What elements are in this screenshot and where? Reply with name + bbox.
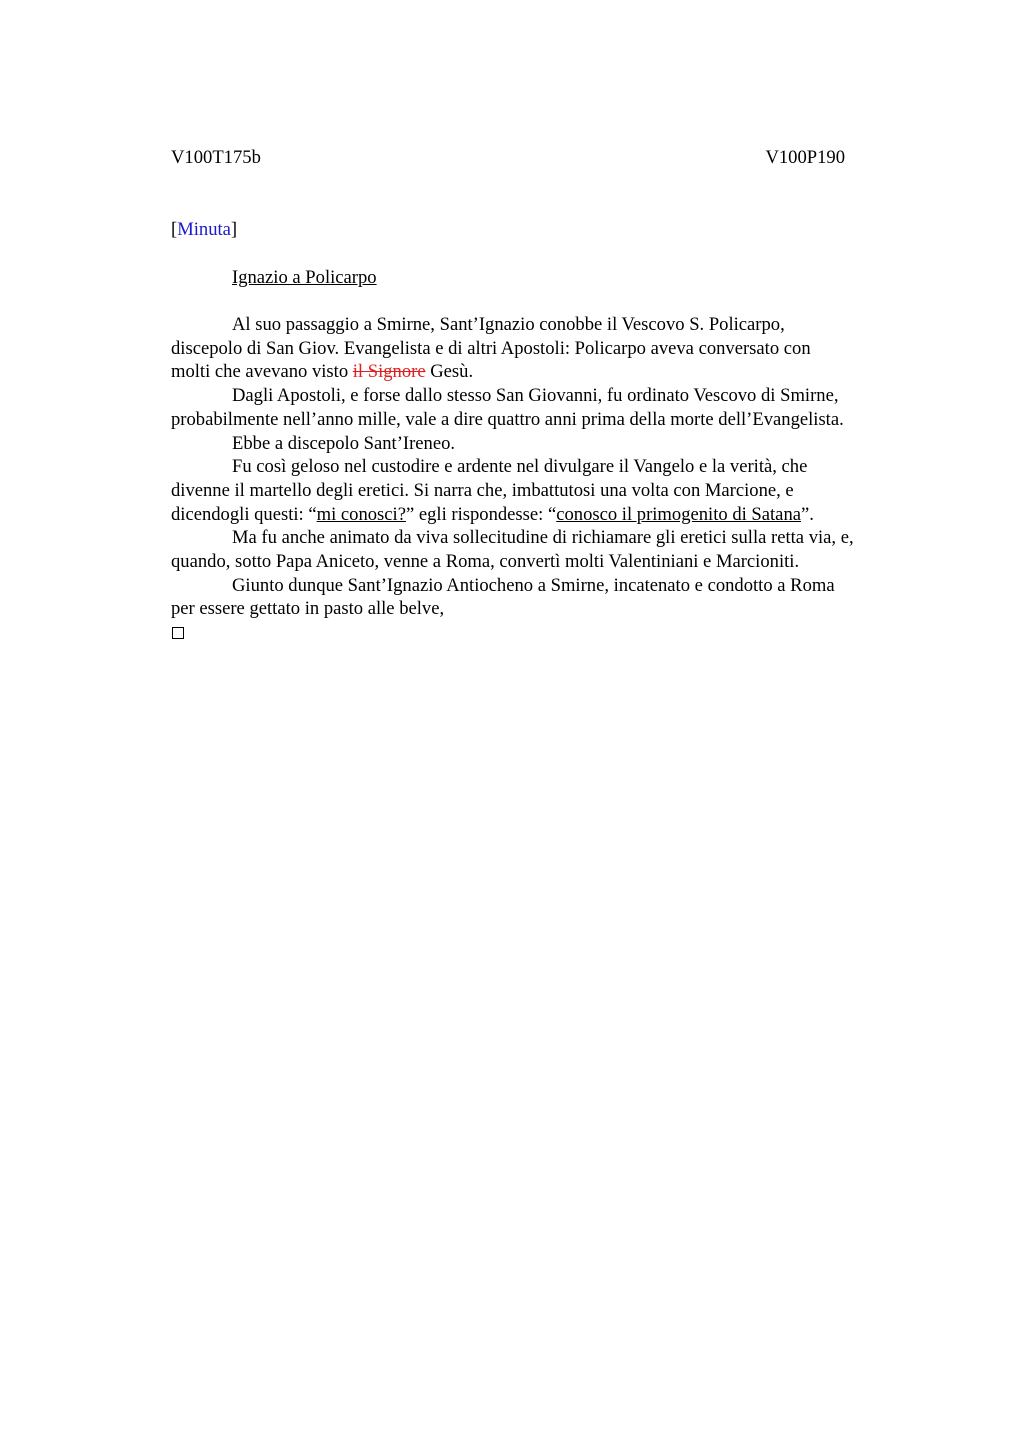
paragraph-line: Ebbe a discepolo Sant’Ireneo. (232, 432, 456, 454)
text-segment: ”. (801, 503, 814, 525)
document-header (171, 146, 845, 170)
document-code-right: V100P190 (765, 147, 845, 168)
text-segment: Gesù. (425, 361, 474, 383)
underlined-quote: mi conosci? (316, 503, 406, 525)
paragraph-line: Giunto dunque Sant’Ignazio Antiocheno a Smirne, incatenato e condotto a Roma (232, 574, 835, 596)
minuta-label (171, 218, 237, 242)
minuta-close-bracket: ] (230, 219, 238, 240)
minuta-open-bracket: [ (171, 219, 178, 240)
empty-square-icon (172, 627, 184, 639)
paragraph-line: Dagli Apostoli, e forse dallo stesso San Giovanni, fu ordinato Vescovo di Smirne, (232, 385, 839, 407)
underlined-quote: conosco il primogenito di Satana (556, 503, 801, 525)
paragraph-line (171, 503, 931, 527)
paragraph-line (171, 360, 931, 384)
paragraph-line: quando, sotto Papa Aniceto, venne a Roma, convertì molti Valentiniani e Marcioniti. (171, 551, 800, 573)
text-segment: molti che avevano visto (171, 361, 353, 383)
paragraph-4 (171, 455, 931, 526)
paragraph-2 (171, 384, 931, 431)
text-segment: dicendogli questi: “ (171, 503, 317, 525)
paragraph-line: divenne il martello degli eretici. Si narra che, imbattutosi una volta con Marcione, e (171, 479, 794, 501)
paragraph-line: Fu così geloso nel custodire e ardente nel divulgare il Vangelo e la verità, che (232, 456, 808, 478)
paragraph-3 (171, 432, 931, 456)
document-body (171, 313, 931, 621)
minuta-word: Minuta (177, 219, 231, 240)
document-code-left: V100T175b (171, 147, 261, 168)
text-segment: ” egli rispondesse: “ (405, 503, 557, 525)
deleted-text: il Signore (352, 361, 426, 383)
paragraph-5 (171, 526, 931, 573)
paragraph-line: per essere gettato in pasto alle belve, (171, 598, 445, 620)
paragraph-1 (171, 313, 931, 384)
paragraph-line: discepolo di San Giov. Evangelista e di altri Apostoli: Policarpo aveva conversato con (171, 337, 811, 359)
paragraph-line: probabilmente nell’anno mille, vale a dire quattro anni prima della morte dell’Evangelista. (171, 408, 844, 430)
paragraph-line: Al suo passaggio a Smirne, Sant’Ignazio conobbe il Vescovo S. Policarpo, (232, 314, 785, 335)
document-title: Ignazio a Policarpo (232, 267, 377, 288)
paragraph-line: Ma fu anche animato da viva sollecitudine di richiamare gli eretici sulla retta via, e, (232, 527, 854, 549)
paragraph-6 (171, 574, 931, 621)
